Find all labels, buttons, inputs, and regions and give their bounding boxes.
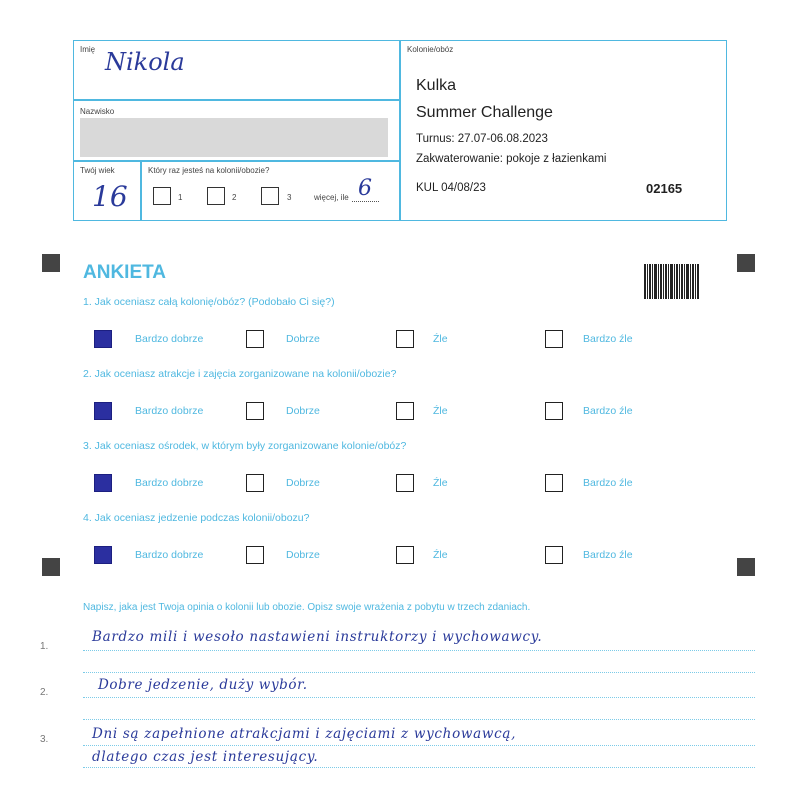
form-number: 02165: [646, 181, 683, 196]
option-2-checkbox[interactable]: [207, 187, 225, 205]
question-1-zle-checkbox[interactable]: [396, 330, 414, 348]
header-divider-wiek: [140, 160, 142, 220]
line-number-3: 3.: [40, 734, 49, 745]
question-3-zle-checkbox[interactable]: [396, 474, 414, 492]
question-4-bardzo-zle-label: Bardzo źle: [583, 549, 633, 561]
header-divider-vertical: [399, 40, 401, 220]
question-3-bardzo-zle-checkbox[interactable]: [545, 474, 563, 492]
question-3: 3. Jak oceniasz ośrodek, w którym były zorganizowane kolonie/obóz?: [83, 440, 407, 452]
imie-value: Nikola: [105, 48, 185, 76]
question-1-dobrze-checkbox[interactable]: [246, 330, 264, 348]
question-2: 2. Jak oceniasz atrakcje i zajęcia zorganizowane na kolonii/obozie?: [83, 368, 397, 380]
question-3-bardzo-dobrze-checkbox[interactable]: [94, 474, 112, 492]
wiecej-dotted-line: [352, 201, 379, 202]
question-3-zle-label: Źle: [433, 477, 448, 489]
question-1: 1. Jak oceniasz całą kolonię/obóz? (Podobało Ci się?): [83, 296, 335, 308]
answer-line-1b: [83, 672, 755, 673]
question-1-bardzo-zle-label: Bardzo źle: [583, 333, 633, 345]
imie-label: Imię: [80, 45, 96, 54]
option-3-label: 3: [287, 193, 292, 202]
question-4-dobrze-label: Dobrze: [286, 549, 320, 561]
option-3-checkbox[interactable]: [261, 187, 279, 205]
question-2-bardzo-zle-label: Bardzo źle: [583, 405, 633, 417]
nazwisko-label: Nazwisko: [80, 107, 115, 116]
question-3-dobrze-label: Dobrze: [286, 477, 320, 489]
question-2-dobrze-checkbox[interactable]: [246, 402, 264, 420]
camp-name: Kulka: [416, 77, 457, 94]
question-2-bardzo-dobrze-label: Bardzo dobrze: [135, 405, 204, 417]
question-1-dobrze-label: Dobrze: [286, 333, 320, 345]
question-2-dobrze-label: Dobrze: [286, 405, 320, 417]
turnus: Turnus: 27.07-06.08.2023: [416, 133, 548, 145]
header-divider-horizontal-1: [73, 99, 400, 101]
question-1-zle-label: Źle: [433, 333, 448, 345]
survey-title: ANKIETA: [83, 262, 167, 283]
answer-3: Dni są zapełnione atrakcjami i zajęciami z wychowawcą,: [92, 726, 517, 742]
question-2-zle-checkbox[interactable]: [396, 402, 414, 420]
line-number-1: 1.: [40, 641, 49, 652]
code: KUL 04/08/23: [416, 182, 486, 194]
question-1-bardzo-dobrze-label: Bardzo dobrze: [135, 333, 204, 345]
option-1-label: 1: [178, 193, 183, 202]
question-3-bardzo-dobrze-label: Bardzo dobrze: [135, 477, 204, 489]
question-4-zle-checkbox[interactable]: [396, 546, 414, 564]
question-2-bardzo-zle-checkbox[interactable]: [545, 402, 563, 420]
header-divider-horizontal-2: [73, 160, 400, 162]
wiecej-value: 6: [358, 176, 372, 201]
answer-line-3a: [83, 745, 755, 746]
question-2-bardzo-dobrze-checkbox[interactable]: [94, 402, 112, 420]
question-2-zle-label: Źle: [433, 405, 448, 417]
ktory-raz-label: Który raz jesteś na kolonii/obozie?: [148, 166, 270, 175]
nazwisko-redacted: [80, 118, 388, 157]
line-number-2: 2.: [40, 687, 49, 698]
answer-4: dlatego czas jest interesujący.: [92, 749, 319, 765]
question-4: 4. Jak oceniasz jedzenie podczas kolonii/obozu?: [83, 512, 310, 524]
wiek-label: Twój wiek: [80, 166, 115, 175]
option-1-checkbox[interactable]: [153, 187, 171, 205]
answer-line-3b: [83, 767, 755, 768]
answer-line-2a: [83, 697, 755, 698]
kolonie-label: Kolonie/obóz: [407, 45, 454, 54]
question-1-bardzo-zle-checkbox[interactable]: [545, 330, 563, 348]
corner-marker-bottom-right: [737, 558, 755, 576]
answer-1: Bardzo mili i wesoło nastawieni instruktorzy i wychowawcy.: [92, 629, 543, 645]
answer-line-2b: [83, 719, 755, 720]
zakwaterowanie: Zakwaterowanie: pokoje z łazienkami: [416, 153, 607, 165]
camp-subtitle: Summer Challenge: [416, 104, 553, 121]
corner-marker-top-right: [737, 254, 755, 272]
question-4-bardzo-dobrze-label: Bardzo dobrze: [135, 549, 204, 561]
question-3-dobrze-checkbox[interactable]: [246, 474, 264, 492]
barcode: [644, 264, 699, 299]
corner-marker-top-left: [42, 254, 60, 272]
question-1-bardzo-dobrze-checkbox[interactable]: [94, 330, 112, 348]
answer-line-1a: [83, 650, 755, 651]
question-4-bardzo-dobrze-checkbox[interactable]: [94, 546, 112, 564]
question-4-zle-label: Źle: [433, 549, 448, 561]
wiecej-label: więcej, ile: [314, 193, 349, 202]
corner-marker-bottom-left: [42, 558, 60, 576]
wiek-value: 16: [92, 180, 128, 213]
question-4-bardzo-zle-checkbox[interactable]: [545, 546, 563, 564]
opinion-prompt: Napisz, jaka jest Twoja opinia o kolonii lub obozie. Opisz swoje wrażenia z pobytu w trzech zdaniach.: [83, 602, 531, 613]
option-2-label: 2: [232, 193, 237, 202]
question-3-bardzo-zle-label: Bardzo źle: [583, 477, 633, 489]
question-4-dobrze-checkbox[interactable]: [246, 546, 264, 564]
answer-2: Dobre jedzenie, duży wybór.: [98, 677, 308, 693]
